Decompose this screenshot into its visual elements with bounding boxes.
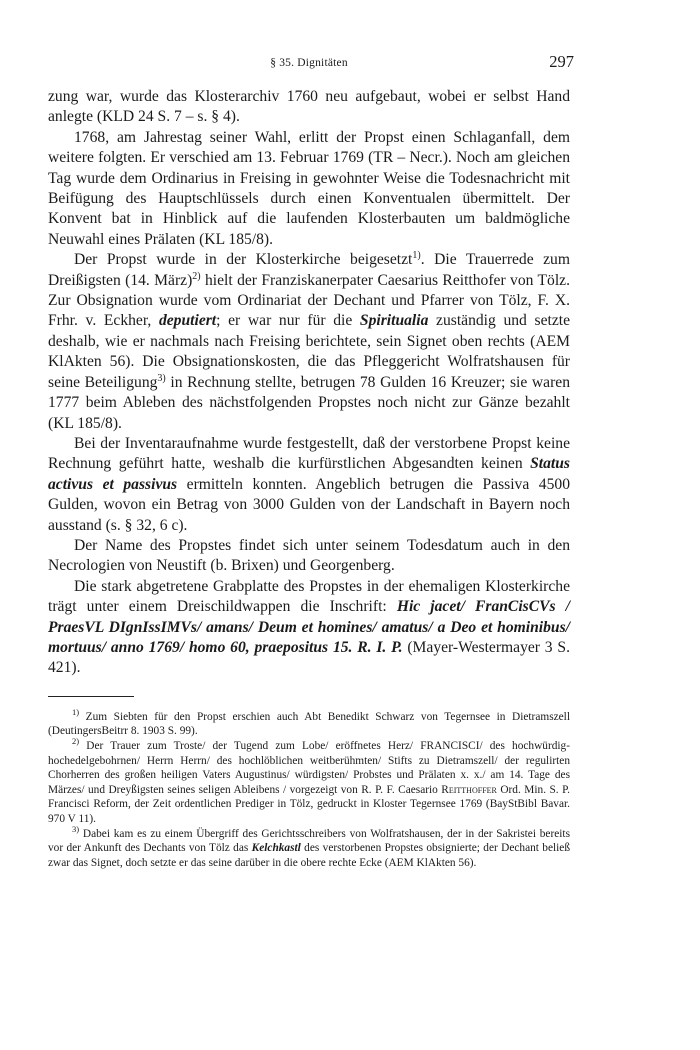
text-run: Bei der Inventaraufnahme wurde festgestellt, daß der verstorbene Propst keine Rechnung geführt hatte, weshalb die kurfürstlichen Abgesandten keinen — [48, 434, 570, 473]
text-run: Der Name des Propstes findet sich unter seinem Todesdatum auch in den Necrologien von Neustift (b. Brixen) und Georgenberg. — [48, 536, 570, 575]
text-run: des verstorbenen Propstes obsignierte; der Dechant beließ zwar das Signet, doch setzte er das seine darüber in die obere rechte Ecke (AEM KlAkten 56). — [48, 842, 570, 869]
text-run: Ord. Min. S. P. Francisci Reform, der Zeit ordentlichen Prediger in Tölz, gedruckt in Kloster Tegernsee 1769 (BayStBibl Bavar. 970 V 11). — [48, 783, 570, 825]
main-text — [48, 87, 570, 679]
running-title: § 35. Dignitäten — [270, 57, 348, 69]
footnote-number: 2) — [72, 736, 80, 747]
paragraph — [48, 536, 570, 577]
text-run: ; er war nur für die — [216, 312, 360, 330]
small-caps-text: Reitthoffer — [441, 783, 497, 796]
emphasized-text: Spiritualia — [359, 312, 429, 330]
emphasized-text: Hic jacet/ FranCisCVs / PraesVL DIgnIssIMVs/ amans/ Deum et homines/ amatus/ a Deo et hominibus/ mortuus/ anno 1769/ homo 60, praepositus 15. R. I. P. — [48, 598, 570, 656]
emphasized-text: Status activus et passivus — [48, 455, 570, 493]
paragraph — [48, 577, 570, 679]
text-run: Zum Siebten für den Propst erschien auch Abt Benedikt Schwarz von Tegernsee in Dietramszell (DeutingersBeitrr 8. 1903 S. 99). — [48, 710, 570, 738]
footnote-divider — [48, 696, 134, 697]
text-run: Dabei kam es zu einem Übergriff des Gerichtsschreibers von Wolfratshausen, der in der Sakristei bereits vor der Ankunft des Dechants von Tölz das — [48, 827, 570, 855]
page-number: 297 — [549, 52, 574, 71]
text-run: Die stark abgetretene Grabplatte des Propstes in der ehemaligen Klosterkirche trägt unter einem Dreischildwappen die Inschrift: — [48, 577, 570, 616]
paragraph — [48, 128, 570, 250]
footnote — [48, 707, 570, 739]
text-run: Der Propst wurde in der Klosterkirche beigesetzt — [74, 251, 413, 269]
text-run: zung war, wurde das Klosterarchiv 1760 neu aufgebaut, wobei er selbst Hand anlegte (KLD 24 S. 7 – s. § 4). — [48, 88, 570, 126]
footnote-reference: 1) — [412, 250, 421, 262]
paragraph — [48, 250, 570, 434]
text-run: in Rechnung stellte, betrugen 78 Gulden 16 Kreuzer; sie waren 1777 beim Ableben des nächstfolgenden Propstes noch nicht zur Gänze bezahlt (KL 185/8). — [48, 373, 570, 432]
text-run: ermitteln konnten. Angeblich betrugen die Passiva 4500 Gulden, wovon ein Betrag von 3000 Gulden von der Landschaft in Bayern noch ausstand (s. § 32, 6 c). — [48, 475, 570, 534]
page-header — [48, 52, 574, 74]
text-run: 1768, am Jahrestag seiner Wahl, erlitt der Propst einen Schlaganfall, dem weitere folgten. Er verschied am 13. Februar 1769 (TR – Necr.). Noch am gleichen Tag wurde dem Ordinarius in Freising in gewohnter Weise die Todesnachricht mit Beifügung des Hauptschlüssels durch einen Konventualen übermittelt. Der Konvent bat in Hinblick auf die laufenden Klosterbauten um baldmögliche Neuwahl eines Prälaten (KL 185/8). — [48, 128, 570, 248]
paragraph — [48, 434, 570, 536]
book-page — [48, 52, 574, 870]
paragraph — [48, 87, 570, 128]
footnote-reference: 2) — [192, 270, 201, 282]
text-run: (Mayer-Westermayer 3 S. 421). — [48, 638, 570, 677]
footnote-number: 1) — [72, 707, 80, 717]
footnote — [48, 823, 570, 871]
text-run: zuständig und setzte deshalb, wie er nachmals nach Freising berichtete, sein Signet oben rechts (AEM KlAkten 56). Die Obsignationskosten, die das Pfleggericht Wolfratshausen für seine Beteiligung — [48, 312, 570, 391]
text-run: Der Trauer zum Troste/ der Tugend zum Lobe/ eröffnetes Herz/ FRANCISCI/ des hochwürdig-hochedelgebohrnen/ Herrn Herrn/ des hochlöblichen weitberühmten/ Stifts zu Dietramszell/ der regulirten Chorherren des großen heiligen Vaters Augustinus/ würdigsten/ Probstes und Prälaten x. x./ am 14. Tage des Märzes/ und Dreyßigsten seines seligen Ableibens / vorgezeigt von R. P. F. Caesario — [48, 739, 570, 796]
footnote-number: 3) — [72, 823, 80, 834]
text-run: . Die Trauerrede zum Dreißigsten (14. März) — [48, 251, 570, 289]
emphasized-text: deputiert — [158, 312, 217, 330]
text-run: hielt der Franziskanerpater Caesarius Reitthofer von Tölz. Zur Obsignation wurde vom Ordinariat der Dechant und Pfarrer von Tölz, F. X. Frhr. v. Eckher, — [48, 271, 570, 330]
footnote-reference: 3) — [157, 372, 166, 384]
emphasized-text: Kelchkastl — [251, 842, 301, 855]
footnotes — [48, 707, 570, 871]
footnote — [48, 736, 570, 827]
